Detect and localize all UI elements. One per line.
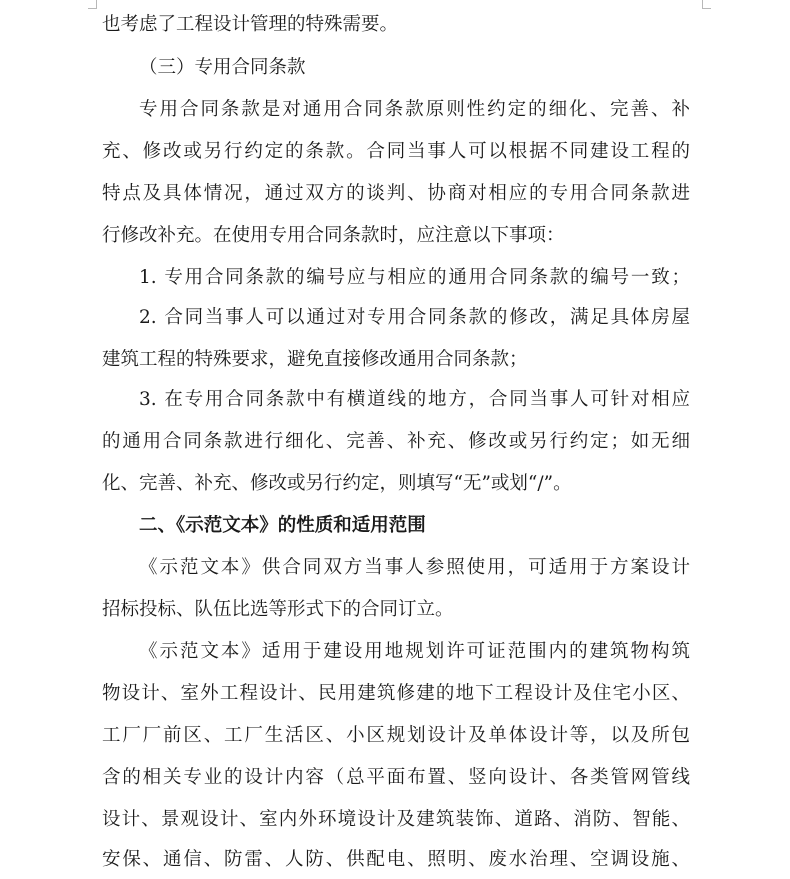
paragraph-line: 化、完善、补充、修改或另行约定，则填写“无”或划“/”。 [102, 473, 572, 494]
list-item-1: 1. 专用合同条款的编号应与相应的通用合同条款的编号一致； [139, 267, 690, 288]
section-heading-special-terms: （三）专用合同条款 [139, 57, 306, 78]
paragraph-line: 工厂厂前区、工厂生活区、小区规划设计及单体设计等，以及所包 [102, 725, 690, 746]
paragraph-line: 安保、通信、防雷、人防、供配电、照明、废水治理、空调设施、 [102, 849, 690, 870]
list-item-3: 3. 在专用合同条款中有横道线的地方，合同当事人可针对相应 [139, 389, 690, 410]
paragraph-line: 也考虑了工程设计管理的特殊需要。 [102, 14, 399, 35]
paragraph-line: 充、修改或另行约定的条款。合同当事人可以根据不同建设工程的 [102, 141, 690, 162]
paragraph-line: 行修改补充。在使用专用合同条款时，应注意以下事项： [102, 225, 565, 246]
paragraph-line: 的通用合同条款进行细化、完善、补充、修改或另行约定；如无细 [102, 431, 690, 452]
page-corner-mark-left [88, 0, 97, 9]
paragraph-line: 特点及具体情况，通过双方的谈判、协商对相应的专用合同条款进 [102, 183, 690, 204]
list-item-2: 2. 合同当事人可以通过对专用合同条款的修改，满足具体房屋 [139, 307, 690, 328]
paragraph-line: 物设计、室外工程设计、民用建筑修建的地下工程设计及住宅小区、 [102, 683, 690, 704]
paragraph-line: 《示范文本》适用于建设用地规划许可证范围内的建筑物构筑 [139, 641, 690, 662]
page-corner-mark-right [702, 0, 711, 9]
paragraph-line: 专用合同条款是对通用合同条款原则性约定的细化、完善、补 [139, 99, 690, 120]
section-heading-nature-scope: 二、《示范文本》的性质和适用范围 [139, 515, 426, 536]
paragraph-line: 含的相关专业的设计内容（总平面布置、竖向设计、各类管网管线 [102, 767, 690, 788]
paragraph-line: 建筑工程的特殊要求，避免直接修改通用合同条款； [102, 349, 528, 370]
paragraph-line: 招标投标、队伍比选等形式下的合同订立。 [102, 599, 454, 620]
paragraph-line: 《示范文本》供合同双方当事人参照使用，可适用于方案设计 [139, 557, 690, 578]
paragraph-line: 设计、景观设计、室内外环境设计及建筑装饰、道路、消防、智能、 [102, 809, 690, 830]
